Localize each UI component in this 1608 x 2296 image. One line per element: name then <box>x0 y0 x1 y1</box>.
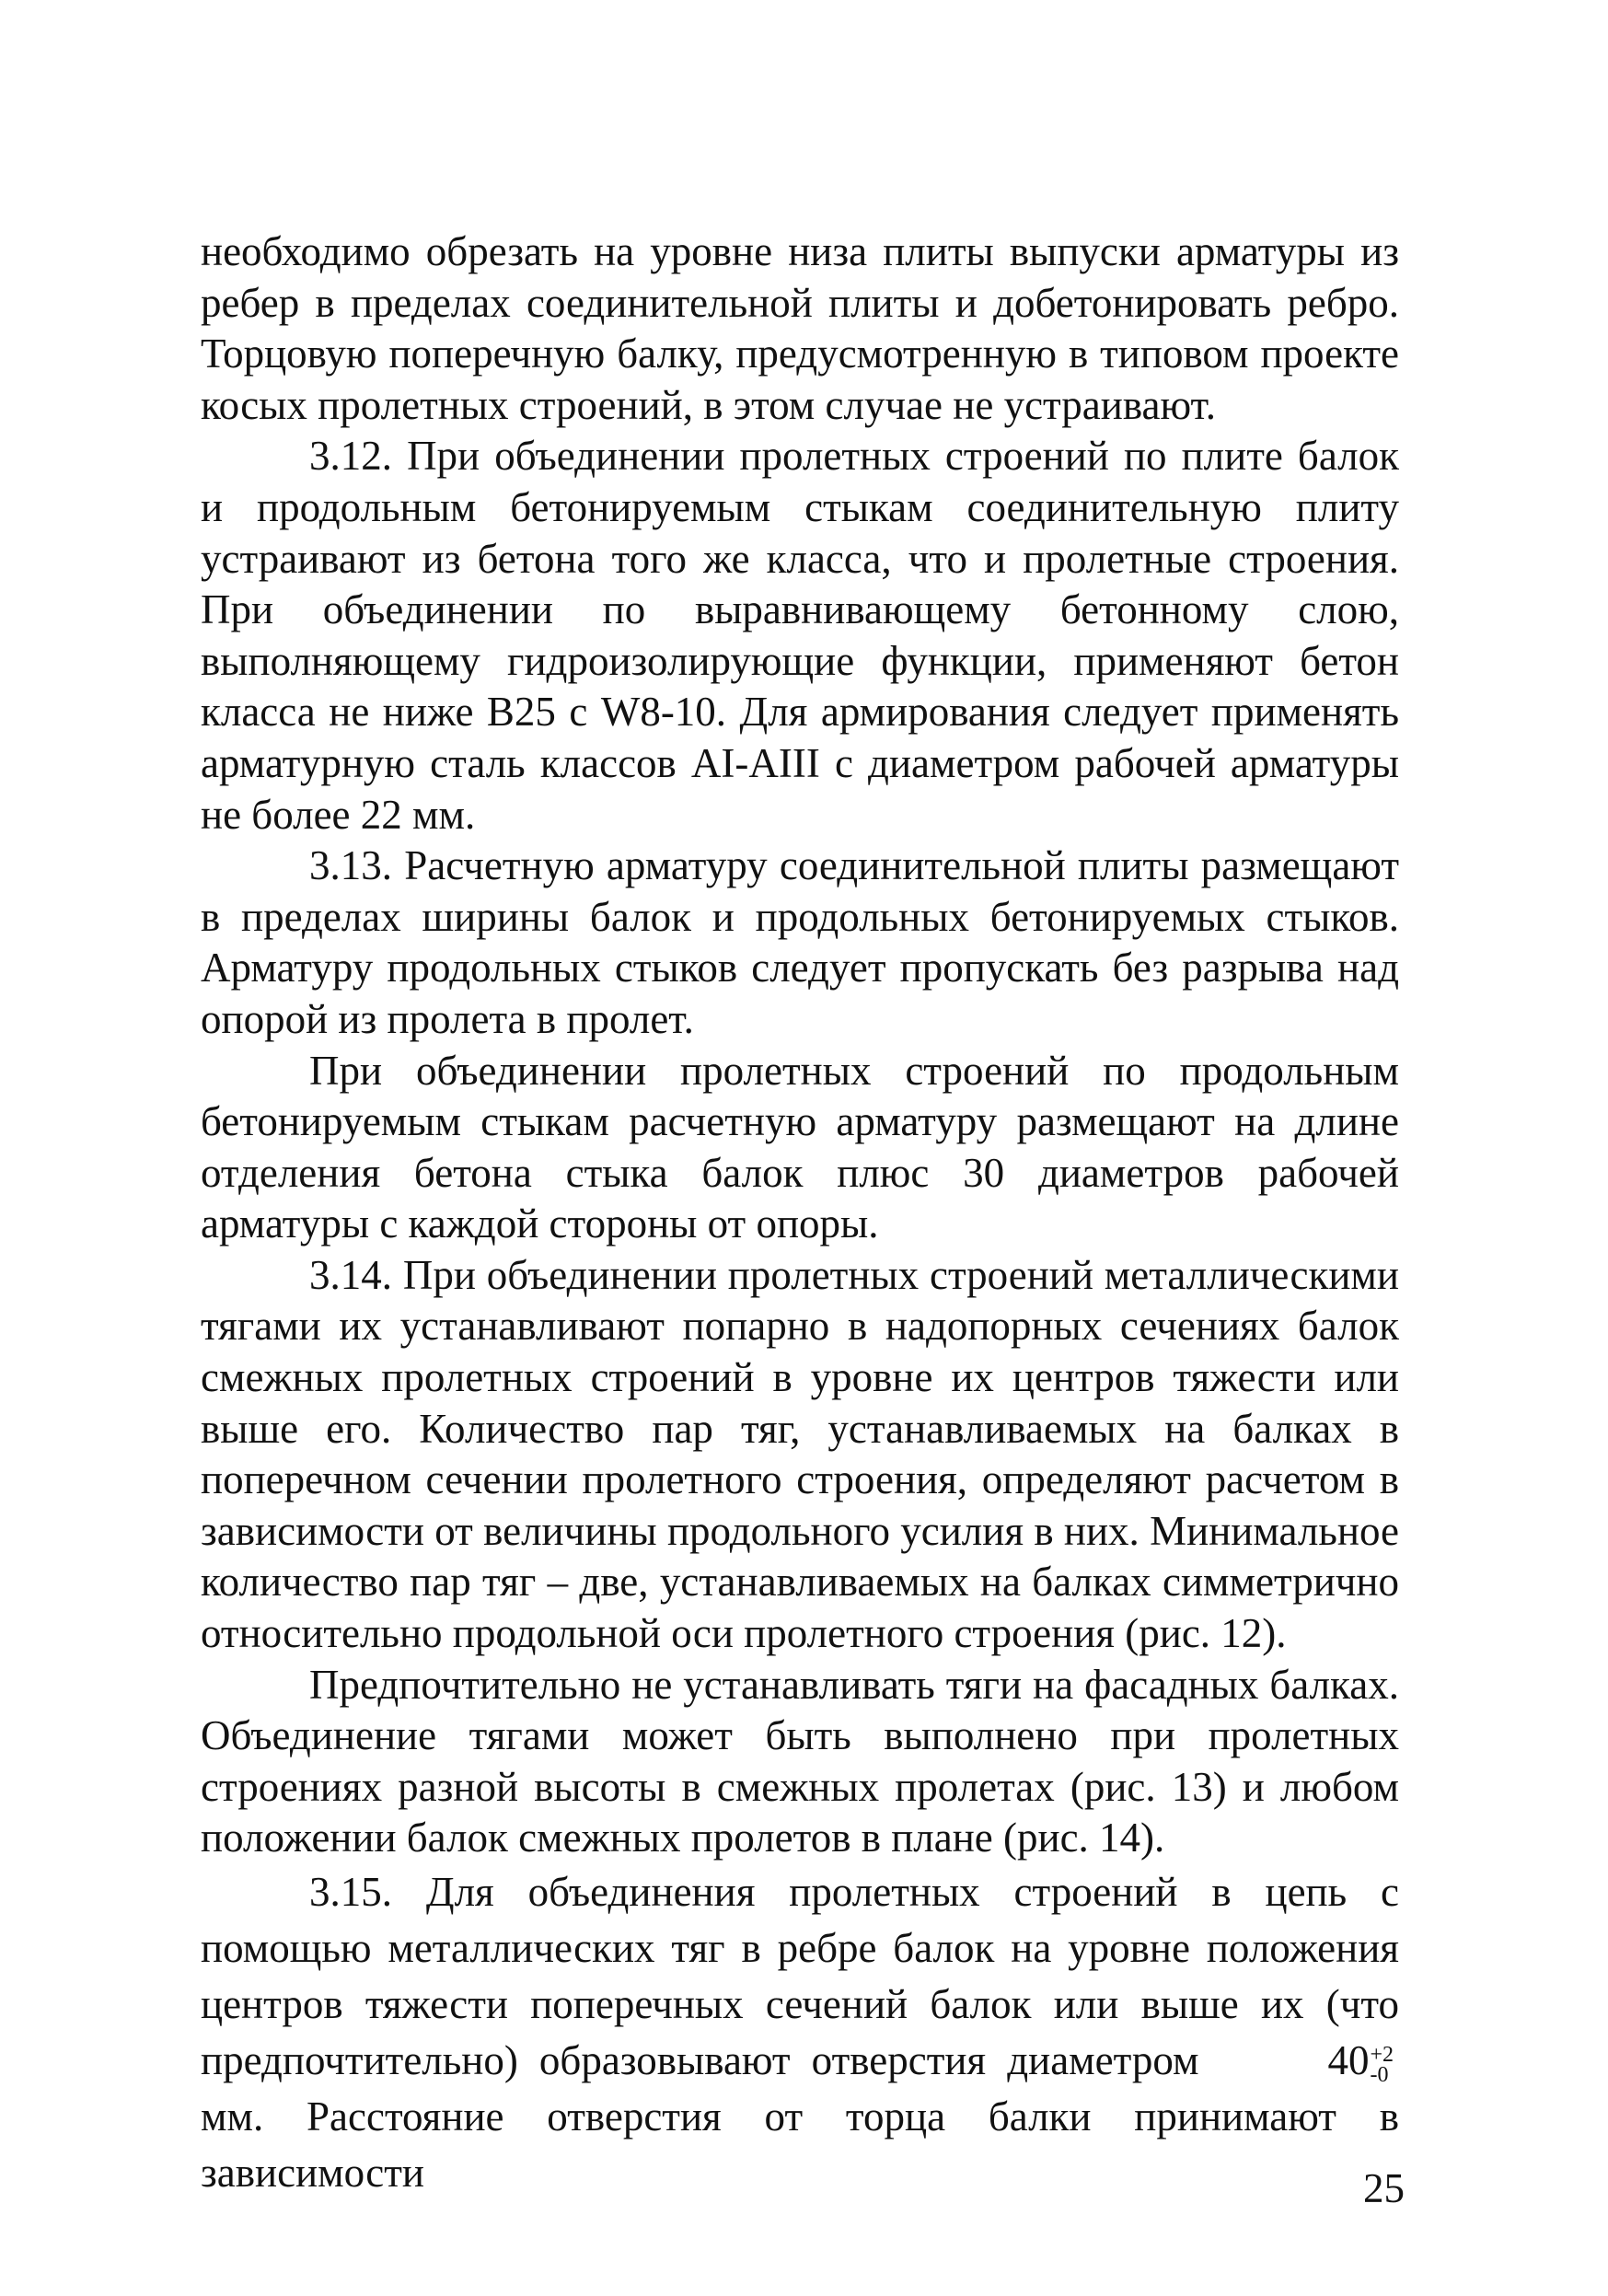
paragraph-continuation: необходимо обрезать на уровне низа плиты выпуски арматуры из ребер в пределах соединительной плиты и добетонировать ребро. Торцовую поперечную балку, предусмотренную в типовом проекте косых пролетных строений, в этом случае не устраивают. <box>201 228 1399 428</box>
paragraph-3-12: 3.12. При объединении пролетных строений по плите балок и продольным бетонируемым стыкам соединительную плиту устраивают из бетона того же класса, что и пролетные строения. При объединении по выравнивающему бетонному слою, выполняющему гидроизолирующие функции, применяют бетон класса не ниже В25 с W8-10. Для армирования следует применять арматурную сталь классов AI-AIII с диаметром рабочей арматуры не более 22 мм. <box>201 433 1399 838</box>
paragraph-3-15-after: мм. Расстояние отверстия от торца балки принимают в зависимости <box>201 2093 1399 2196</box>
page-number: 25 <box>1363 2165 1405 2211</box>
paragraph-3-13: 3.13. Расчетную арматуру соединительной плиты размещают в пределах ширины балок и продольных бетонируемых стыков. Арматуру продольных стыков следует пропускать без разрыва над опорой из пролета в пролет. <box>201 842 1399 1042</box>
formula-sub: -0 <box>1370 2062 1389 2087</box>
hole-diameter-formula <box>1219 2033 1394 2089</box>
body-text <box>201 226 1399 2201</box>
paragraph-fasad: Предпочтительно не устанавливать тяги на фасадных балках. Объединение тягами может быть выполнено при пролетных строениях разной высоты в смежных пролетах (рис. 13) и любом положении балок смежных пролетов в плане (рис. 14). <box>201 1661 1399 1861</box>
paragraph-3-15 <box>201 1864 1399 2201</box>
formula-tolerance <box>1370 2042 1394 2087</box>
formula-sup: +2 <box>1370 2042 1394 2067</box>
formula-base: 40 <box>1327 2037 1370 2083</box>
paragraph-stykam: При объединении пролетных строений по продольным бетонируемым стыкам расчетную арматуру размещают на длине отделения бетона стыка балок плюс 30 диаметров рабочей арматуры с каждой стороны от опоры. <box>201 1047 1399 1247</box>
paragraph-3-14: 3.14. При объединении пролетных строений металлическими тягами их устанавливают попарно в надопорных сечениях балок смежных пролетных строений в уровне их центров тяжести или выше его. Количество пар тяг, устанавливаемых на балках в поперечном сечении пролетного строения, определяют расчетом в зависимости от величины продольного усилия в них. Минимальное количество пар тяг – две, устанавливаемых на балках симметрично относительно продольной оси пролетного строения (рис. 12). <box>201 1251 1399 1657</box>
paragraph-3-15-before: 3.15. Для объединения пролетных строений в цепь с помощью металлических тяг в ребре балок на уровне положения центров тяжести поперечных сечений балок или выше их (что предпочтительно) образовывают отверстия диаметром <box>201 1869 1399 2083</box>
